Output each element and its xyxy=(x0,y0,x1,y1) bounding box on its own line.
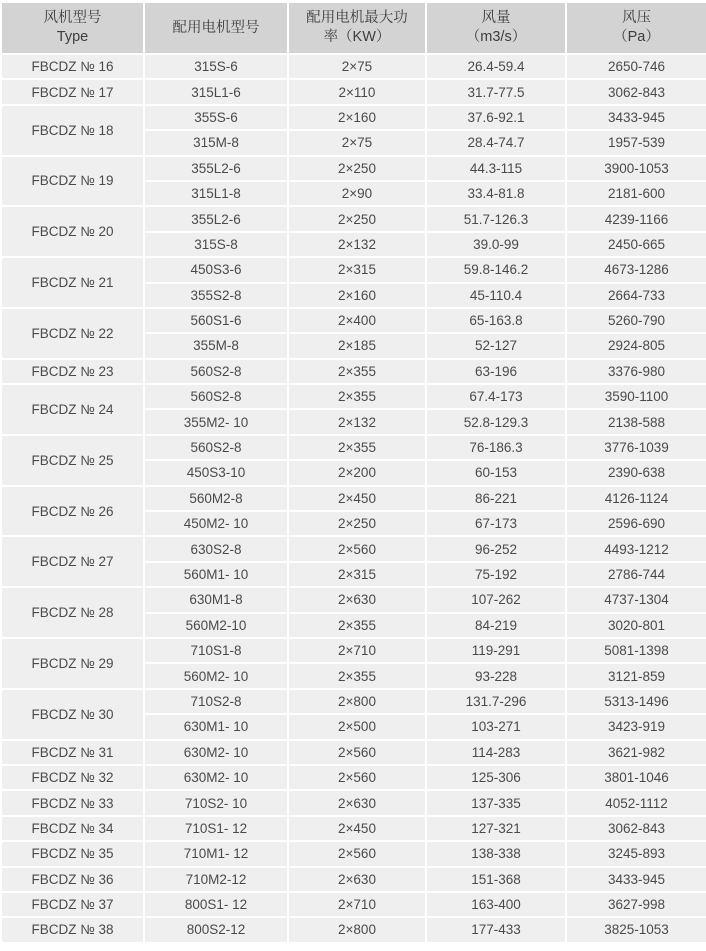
max-power-cell: 2×110 xyxy=(288,79,426,104)
motor-model-cell: 560M2- 10 xyxy=(144,663,288,688)
fan-type-cell: FBCDZ № 18 xyxy=(1,105,144,156)
motor-model-cell: 355M2- 10 xyxy=(144,409,288,434)
air-volume-cell: 163-400 xyxy=(426,892,566,917)
motor-model-cell: 710S2-8 xyxy=(144,689,288,714)
motor-model-cell: 560S2-8 xyxy=(144,359,288,384)
max-power-cell: 2×185 xyxy=(288,333,426,358)
max-power-cell: 2×250 xyxy=(288,206,426,231)
max-power-cell: 2×560 xyxy=(288,765,426,790)
air-pressure-cell: 2138-588 xyxy=(566,409,706,434)
air-volume-cell: 26.4-59.4 xyxy=(426,54,566,79)
air-pressure-cell: 3590-1100 xyxy=(566,384,706,409)
max-power-cell: 2×630 xyxy=(288,587,426,612)
air-volume-cell: 67.4-173 xyxy=(426,384,566,409)
table-row xyxy=(1,206,706,231)
air-volume-cell: 86-221 xyxy=(426,486,566,511)
table-row xyxy=(1,638,706,663)
motor-model-cell: 315M-8 xyxy=(144,130,288,155)
air-volume-cell: 39.0-99 xyxy=(426,232,566,257)
air-volume-cell: 44.3-115 xyxy=(426,156,566,181)
air-volume-cell: 59.8-146.2 xyxy=(426,257,566,282)
table-row xyxy=(1,54,706,79)
max-power-cell: 2×132 xyxy=(288,232,426,257)
air-pressure-cell: 3621-982 xyxy=(566,740,706,765)
air-pressure-cell: 4673-1286 xyxy=(566,257,706,282)
table-row xyxy=(1,308,706,333)
motor-model-cell: 560S1-6 xyxy=(144,308,288,333)
table-body xyxy=(1,54,706,943)
table-row xyxy=(1,105,706,130)
table-row xyxy=(1,156,706,181)
air-pressure-cell: 3245-893 xyxy=(566,841,706,866)
fan-type-cell: FBCDZ № 21 xyxy=(1,257,144,308)
table-row xyxy=(1,790,706,815)
motor-model-cell: 800S1- 12 xyxy=(144,892,288,917)
air-pressure-cell: 5260-790 xyxy=(566,308,706,333)
air-pressure-cell: 3801-1046 xyxy=(566,765,706,790)
air-pressure-cell: 3062-843 xyxy=(566,79,706,104)
table-row xyxy=(1,917,706,942)
motor-model-cell: 710S1-8 xyxy=(144,638,288,663)
air-pressure-cell: 1957-539 xyxy=(566,130,706,155)
air-volume-cell: 177-433 xyxy=(426,917,566,942)
motor-model-cell: 355L2-6 xyxy=(144,156,288,181)
air-pressure-cell: 3376-980 xyxy=(566,359,706,384)
air-pressure-cell: 2390-638 xyxy=(566,460,706,485)
air-volume-cell: 51.7-126.3 xyxy=(426,206,566,231)
table-row xyxy=(1,765,706,790)
air-volume-cell: 93-228 xyxy=(426,663,566,688)
motor-model-cell: 800S2-12 xyxy=(144,917,288,942)
max-power-cell: 2×315 xyxy=(288,257,426,282)
air-pressure-cell: 2924-805 xyxy=(566,333,706,358)
fan-type-cell: FBCDZ № 37 xyxy=(1,892,144,917)
motor-model-cell: 630M2- 10 xyxy=(144,765,288,790)
table-row xyxy=(1,384,706,409)
motor-model-cell: 560S2-8 xyxy=(144,435,288,460)
fan-type-cell: FBCDZ № 24 xyxy=(1,384,144,435)
air-pressure-cell: 3121-859 xyxy=(566,663,706,688)
table-row xyxy=(1,79,706,104)
air-volume-cell: 33.4-81.8 xyxy=(426,181,566,206)
air-volume-cell: 137-335 xyxy=(426,790,566,815)
fan-type-cell: FBCDZ № 35 xyxy=(1,841,144,866)
table-row xyxy=(1,257,706,282)
air-volume-cell: 67-173 xyxy=(426,511,566,536)
header-label: 风压 xyxy=(622,10,651,26)
air-volume-cell: 76-186.3 xyxy=(426,435,566,460)
air-pressure-cell: 5313-1496 xyxy=(566,689,706,714)
motor-model-cell: 630S2-8 xyxy=(144,536,288,561)
fan-type-cell: FBCDZ № 30 xyxy=(1,689,144,740)
air-pressure-cell: 3627-998 xyxy=(566,892,706,917)
motor-model-cell: 355S2-8 xyxy=(144,283,288,308)
air-pressure-cell: 4052-1112 xyxy=(566,790,706,815)
table-row xyxy=(1,740,706,765)
air-pressure-cell: 2596-690 xyxy=(566,511,706,536)
header-cell-max-power xyxy=(288,2,426,54)
max-power-cell: 2×800 xyxy=(288,917,426,942)
max-power-cell: 2×630 xyxy=(288,790,426,815)
header-cell-air-volume xyxy=(426,2,566,54)
table-row xyxy=(1,689,706,714)
motor-model-cell: 710S2- 10 xyxy=(144,790,288,815)
air-pressure-cell: 3433-945 xyxy=(566,105,706,130)
motor-model-cell: 315L1-6 xyxy=(144,79,288,104)
fan-spec-table xyxy=(0,1,706,944)
air-volume-cell: 119-291 xyxy=(426,638,566,663)
air-volume-cell: 138-338 xyxy=(426,841,566,866)
air-pressure-cell: 2664-733 xyxy=(566,283,706,308)
air-pressure-cell: 4493-1212 xyxy=(566,536,706,561)
table-row xyxy=(1,359,706,384)
motor-model-cell: 560S2-8 xyxy=(144,384,288,409)
air-pressure-cell: 5081-1398 xyxy=(566,638,706,663)
motor-model-cell: 355L2-6 xyxy=(144,206,288,231)
fan-type-cell: FBCDZ № 17 xyxy=(1,79,144,104)
max-power-cell: 2×500 xyxy=(288,714,426,739)
motor-model-cell: 315S-6 xyxy=(144,54,288,79)
header-label: 风量 xyxy=(481,10,511,26)
max-power-cell: 2×710 xyxy=(288,892,426,917)
max-power-cell: 2×132 xyxy=(288,409,426,434)
max-power-cell: 2×355 xyxy=(288,613,426,638)
fan-type-cell: FBCDZ № 36 xyxy=(1,867,144,892)
air-volume-cell: 96-252 xyxy=(426,536,566,561)
max-power-cell: 2×160 xyxy=(288,105,426,130)
table-row xyxy=(1,486,706,511)
max-power-cell: 2×355 xyxy=(288,384,426,409)
max-power-cell: 2×710 xyxy=(288,638,426,663)
air-volume-cell: 45-110.4 xyxy=(426,283,566,308)
fan-type-cell: FBCDZ № 38 xyxy=(1,917,144,942)
header-label: 配用电机最大功 xyxy=(306,10,408,26)
header-row xyxy=(1,2,706,54)
fan-type-cell: FBCDZ № 34 xyxy=(1,816,144,841)
fan-type-cell: FBCDZ № 32 xyxy=(1,765,144,790)
header-cell-motor-model xyxy=(144,2,288,54)
motor-model-cell: 630M2- 10 xyxy=(144,740,288,765)
table-row xyxy=(1,536,706,561)
fan-type-cell: FBCDZ № 28 xyxy=(1,587,144,638)
motor-model-cell: 315S-8 xyxy=(144,232,288,257)
air-volume-cell: 65-163.8 xyxy=(426,308,566,333)
air-pressure-cell: 3423-919 xyxy=(566,714,706,739)
air-volume-cell: 127-321 xyxy=(426,816,566,841)
header-label: （m3/s） xyxy=(465,29,527,45)
fan-type-cell: FBCDZ № 26 xyxy=(1,486,144,537)
max-power-cell: 2×250 xyxy=(288,511,426,536)
max-power-cell: 2×200 xyxy=(288,460,426,485)
motor-model-cell: 355S-6 xyxy=(144,105,288,130)
motor-model-cell: 355M-8 xyxy=(144,333,288,358)
air-volume-cell: 28.4-74.7 xyxy=(426,130,566,155)
air-volume-cell: 103-271 xyxy=(426,714,566,739)
max-power-cell: 2×355 xyxy=(288,359,426,384)
max-power-cell: 2×75 xyxy=(288,130,426,155)
table-row xyxy=(1,892,706,917)
fan-type-cell: FBCDZ № 27 xyxy=(1,536,144,587)
air-pressure-cell: 3020-801 xyxy=(566,613,706,638)
air-volume-cell: 75-192 xyxy=(426,562,566,587)
motor-model-cell: 450S3-10 xyxy=(144,460,288,485)
max-power-cell: 2×355 xyxy=(288,663,426,688)
motor-model-cell: 450M2- 10 xyxy=(144,511,288,536)
air-volume-cell: 84-219 xyxy=(426,613,566,638)
fan-type-cell: FBCDZ № 22 xyxy=(1,308,144,359)
header-label: 风机型号 xyxy=(43,10,102,26)
max-power-cell: 2×355 xyxy=(288,435,426,460)
max-power-cell: 2×630 xyxy=(288,867,426,892)
motor-model-cell: 450S3-6 xyxy=(144,257,288,282)
table-row xyxy=(1,816,706,841)
air-pressure-cell: 2650-746 xyxy=(566,54,706,79)
table-row xyxy=(1,867,706,892)
max-power-cell: 2×160 xyxy=(288,283,426,308)
air-volume-cell: 131.7-296 xyxy=(426,689,566,714)
air-pressure-cell: 3776-1039 xyxy=(566,435,706,460)
max-power-cell: 2×560 xyxy=(288,740,426,765)
air-volume-cell: 52-127 xyxy=(426,333,566,358)
max-power-cell: 2×90 xyxy=(288,181,426,206)
motor-model-cell: 710M2-12 xyxy=(144,867,288,892)
air-volume-cell: 63-196 xyxy=(426,359,566,384)
air-pressure-cell: 3062-843 xyxy=(566,816,706,841)
max-power-cell: 2×400 xyxy=(288,308,426,333)
table-row xyxy=(1,435,706,460)
table-row xyxy=(1,841,706,866)
motor-model-cell: 560M2-10 xyxy=(144,613,288,638)
fan-type-cell: FBCDZ № 16 xyxy=(1,54,144,79)
motor-model-cell: 560M1- 10 xyxy=(144,562,288,587)
max-power-cell: 2×800 xyxy=(288,689,426,714)
air-volume-cell: 151-368 xyxy=(426,867,566,892)
air-pressure-cell: 3825-1053 xyxy=(566,917,706,942)
air-pressure-cell: 3900-1053 xyxy=(566,156,706,181)
fan-type-cell: FBCDZ № 25 xyxy=(1,435,144,486)
air-pressure-cell: 3433-945 xyxy=(566,867,706,892)
fan-type-cell: FBCDZ № 31 xyxy=(1,740,144,765)
air-pressure-cell: 4239-1166 xyxy=(566,206,706,231)
table-row xyxy=(1,587,706,612)
air-volume-cell: 107-262 xyxy=(426,587,566,612)
air-volume-cell: 60-153 xyxy=(426,460,566,485)
max-power-cell: 2×450 xyxy=(288,816,426,841)
header-label: （Pa） xyxy=(613,29,660,45)
motor-model-cell: 315L1-8 xyxy=(144,181,288,206)
motor-model-cell: 630M1- 10 xyxy=(144,714,288,739)
motor-model-cell: 630M1-8 xyxy=(144,587,288,612)
fan-type-cell: FBCDZ № 23 xyxy=(1,359,144,384)
max-power-cell: 2×315 xyxy=(288,562,426,587)
max-power-cell: 2×75 xyxy=(288,54,426,79)
air-pressure-cell: 2786-744 xyxy=(566,562,706,587)
air-volume-cell: 37.6-92.1 xyxy=(426,105,566,130)
motor-model-cell: 560M2-8 xyxy=(144,486,288,511)
max-power-cell: 2×560 xyxy=(288,536,426,561)
header-label: Type xyxy=(56,29,89,45)
fan-type-cell: FBCDZ № 29 xyxy=(1,638,144,689)
air-volume-cell: 52.8-129.3 xyxy=(426,409,566,434)
air-volume-cell: 31.7-77.5 xyxy=(426,79,566,104)
header-cell-air-pressure xyxy=(566,2,706,54)
max-power-cell: 2×560 xyxy=(288,841,426,866)
max-power-cell: 2×450 xyxy=(288,486,426,511)
header-cell-fan-type xyxy=(1,2,144,54)
air-pressure-cell: 2181-600 xyxy=(566,181,706,206)
fan-type-cell: FBCDZ № 19 xyxy=(1,156,144,207)
air-volume-cell: 114-283 xyxy=(426,740,566,765)
air-pressure-cell: 4126-1124 xyxy=(566,486,706,511)
motor-model-cell: 710S1- 12 xyxy=(144,816,288,841)
air-volume-cell: 125-306 xyxy=(426,765,566,790)
air-pressure-cell: 4737-1304 xyxy=(566,587,706,612)
header-label: 率（KW） xyxy=(323,29,391,45)
fan-type-cell: FBCDZ № 33 xyxy=(1,790,144,815)
air-pressure-cell: 2450-665 xyxy=(566,232,706,257)
motor-model-cell: 710M1- 12 xyxy=(144,841,288,866)
fan-type-cell: FBCDZ № 20 xyxy=(1,206,144,257)
max-power-cell: 2×250 xyxy=(288,156,426,181)
header-label: 配用电机型号 xyxy=(172,19,260,36)
table-header xyxy=(1,2,706,54)
